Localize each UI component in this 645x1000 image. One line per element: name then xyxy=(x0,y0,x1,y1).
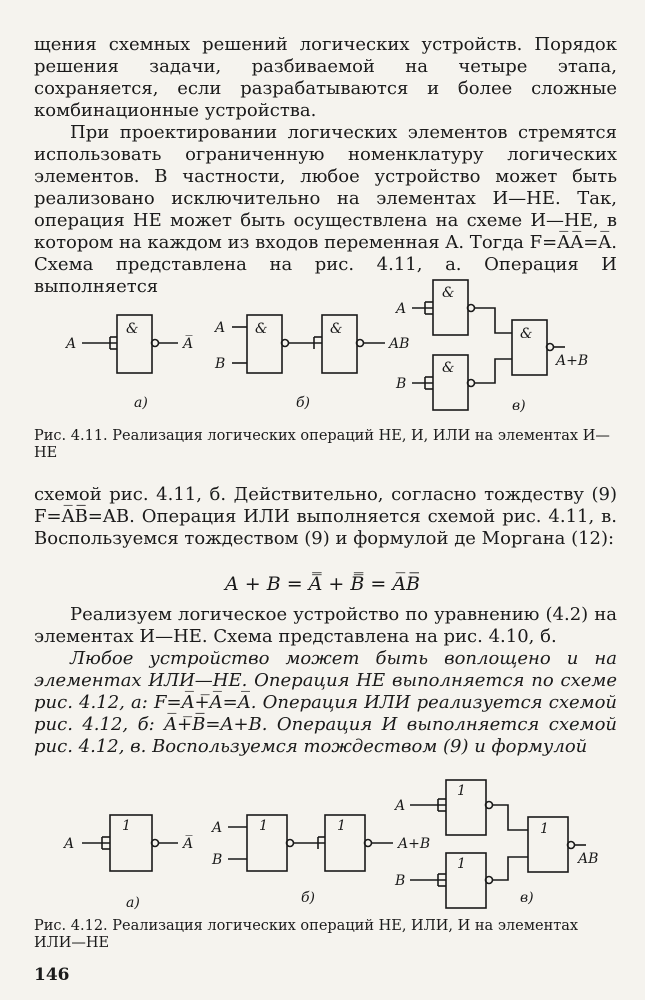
gate-symbol: & xyxy=(255,321,268,337)
figure-4-11 xyxy=(0,275,645,415)
figure-4-11-caption: Рис. 4.11. Реализация логических операций НЕ, И, ИЛИ на элементах И—НЕ xyxy=(34,428,610,461)
page-number: 146 xyxy=(34,965,70,985)
paragraph-1: щения схемных решений логических устройств. Порядок решения задачи, разбиваемой на четыре этапа, сохраняется, если разрабатываются и более сложные комбинационные устройства. xyxy=(34,34,617,121)
output-label-and: AB xyxy=(578,851,599,867)
gate-symbol: 1 xyxy=(122,818,131,834)
gate-symbol: & xyxy=(520,326,533,342)
output-label-or: A+B xyxy=(556,353,589,369)
gate-symbol: & xyxy=(126,321,139,337)
input-label-b: B xyxy=(215,356,226,372)
paragraph-4: Реализуем логическое устройство по уравнению (4.2) на элементах И—НЕ. Схема представлена на рис. 4.10, б. xyxy=(34,604,617,647)
input-label-b: B xyxy=(212,852,223,868)
output-label-not: A̅ xyxy=(183,836,194,852)
sublabel-a: а) xyxy=(134,395,148,411)
gate-symbol: & xyxy=(442,360,455,376)
input-label-a: A xyxy=(215,320,226,336)
sublabel-b: б) xyxy=(296,395,311,411)
sublabel-c: в) xyxy=(512,398,526,414)
gate-symbol: 1 xyxy=(457,783,466,799)
output-label-or: A+B xyxy=(398,836,431,852)
gate-symbol: 1 xyxy=(540,821,549,837)
paragraph-2: При проектировании логических элементов стремятся использовать ограниченную номенклатуру логических элементов. В частности, любое устройство может быть реализовано исключительно на элементах И—НЕ. Так, операция НЕ может быть осуществлена на схеме И—НЕ, в котором на каждом из входов переменная A. Тогда F=A̅A̅=A̅. Схема представлена на рис. 4.11, а. Операция И выполняется xyxy=(34,122,617,297)
input-label-a: A xyxy=(64,836,75,852)
input-label-a: A xyxy=(212,820,223,836)
figure-4-12 xyxy=(0,775,645,915)
figure-4-12-caption: Рис. 4.12. Реализация логических операций НЕ, ИЛИ, И на элементах ИЛИ—НЕ xyxy=(34,918,579,951)
input-label-a: A xyxy=(66,336,77,352)
sublabel-a: а) xyxy=(126,895,140,911)
input-label-a: A xyxy=(395,798,406,814)
gate-symbol: & xyxy=(330,321,343,337)
gate-symbol: & xyxy=(442,285,455,301)
input-label-b: B xyxy=(396,376,407,392)
input-label-a: A xyxy=(396,301,407,317)
output-label-and: AB xyxy=(389,336,410,352)
gate-symbol: 1 xyxy=(457,856,466,872)
paragraph-5: Любое устройство может быть воплощено и на элементах ИЛИ—НЕ. Операция НЕ выполняется по схеме рис. 4.12, а: F=A̅+̅A̅=A̅. Операция ИЛИ реализуется схемой рис. 4.12, б: A̅+̅B̅̅=A+B. Операция И выполняется схемой рис. 4.12, в. Воспользуемся тождеством (9) и формулой xyxy=(34,648,617,757)
output-label-not: A̅ xyxy=(183,336,194,352)
input-label-b: B xyxy=(395,873,406,889)
sublabel-b: б) xyxy=(301,890,316,906)
gate-symbol: 1 xyxy=(337,818,346,834)
paragraph-3: схемой рис. 4.11, б. Действительно, согласно тождеству (9) F=A̅B̅̅=AB. Операция ИЛИ выполняется схемой рис. 4.11, в. Воспользуемся тождеством (9) и формулой де Моргана (12): xyxy=(34,484,617,549)
sublabel-c: в) xyxy=(520,890,534,906)
formula-de-morgan: A + B = A̿ + B̿ = A̅B̅̅ xyxy=(224,573,421,595)
gate-symbol: 1 xyxy=(259,818,268,834)
